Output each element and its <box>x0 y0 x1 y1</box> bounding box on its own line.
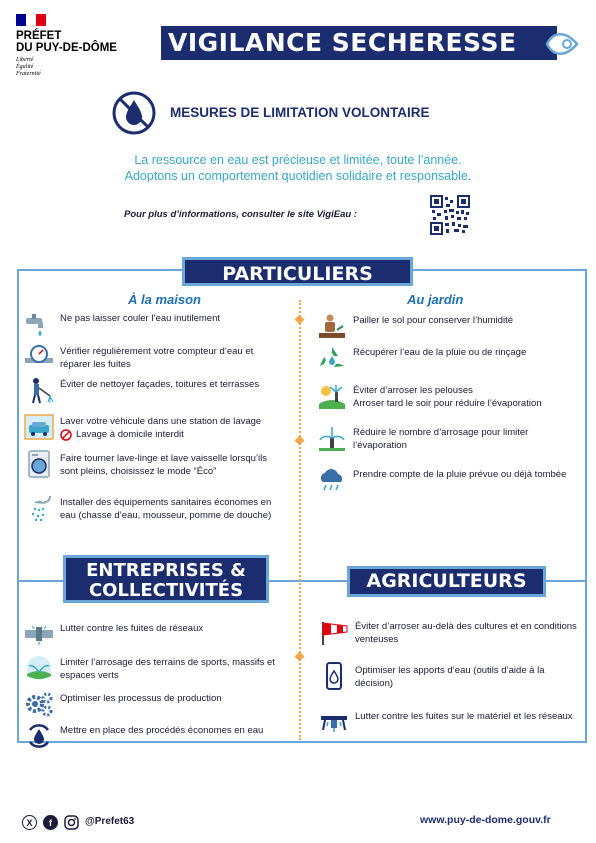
list-item <box>24 376 296 404</box>
page-title: VIGILANCE SECHERESSE <box>168 28 517 57</box>
faucet-icon <box>24 310 54 338</box>
list-item <box>24 343 286 371</box>
entreprises-title-line-2: COLLECTIVITÉS <box>88 580 244 601</box>
french-flag-logo <box>16 14 46 26</box>
item-text: Faire tourner lave-linge et lave vaisselle lorsqu’ils sont pleins, choisissez le mode “Éco” <box>60 453 267 477</box>
no-water-icon <box>111 90 157 136</box>
shower-icon <box>24 494 54 522</box>
republic-motto <box>16 57 41 78</box>
item-text-main: Laver votre véhicule dans une station de lavage <box>60 416 262 427</box>
item-text: Réduire le nombre d’arrosage pour limiter l’évaporation <box>353 427 529 451</box>
list-item <box>24 654 286 682</box>
water-cycle-icon <box>24 722 54 750</box>
item-text: Récupérer l’eau de la pluie ou de rinçage <box>353 347 527 358</box>
windsock-icon <box>319 618 349 646</box>
item-subtext-line <box>60 428 261 441</box>
washing-machine-icon <box>24 450 54 478</box>
qr-code-icon[interactable] <box>430 195 470 235</box>
sports-field-sprinkler-icon <box>24 654 54 682</box>
water-meter-icon <box>24 343 54 371</box>
gears-icon <box>24 690 54 718</box>
item-text: Pailler le sol pour conserver l’humidité <box>353 315 513 326</box>
rain-cloud-icon <box>317 466 347 494</box>
entreprises-title-line-1: ENTREPRISES & <box>86 560 246 581</box>
list-item <box>317 466 579 494</box>
item-text: Optimiser les processus de production <box>60 693 222 704</box>
sprinkler-icon <box>317 424 347 452</box>
item-subtext: Lavage à domicile interdit <box>76 429 184 440</box>
x-glyph: X <box>26 817 33 828</box>
list-item <box>317 382 587 410</box>
item-text: Lutter contre les fuites sur le matériel et les réseaux <box>355 711 573 722</box>
item-text: Optimiser les apports d’eau (outils d’aide à la décision) <box>355 665 545 689</box>
list-item <box>24 450 286 478</box>
list-item <box>24 722 296 750</box>
irrigation-pivot-icon <box>319 708 349 736</box>
instagram-icon[interactable] <box>64 815 79 830</box>
item-text <box>60 413 261 441</box>
item-text <box>353 382 542 410</box>
intro-line-1: La ressource en eau est précieuse et limitée, toute l’année. <box>134 153 462 167</box>
water-drop-icon <box>543 24 579 62</box>
item-text-main: Éviter d’arroser les pelouses <box>353 385 473 396</box>
column-heading-maison: À la maison <box>128 292 201 307</box>
item-text: Installer des équipements sanitaires économes en eau (chasse d’eau, mousseur, pomme de douche) <box>60 497 272 521</box>
item-text: Éviter d’arroser au-delà des cultures et en conditions venteuses <box>355 621 577 645</box>
motto-liberte: Liberté <box>16 57 34 63</box>
intro-text <box>60 152 536 184</box>
column-divider <box>299 300 301 740</box>
list-item <box>24 310 286 338</box>
sprinkler-lawn-icon <box>317 382 347 410</box>
item-text-second: Arroser tard le soir pour réduire l’évaporation <box>353 398 542 409</box>
motto-fraternite: Fraternité <box>16 71 41 77</box>
item-text: Mettre en place des procédés économes en eau <box>60 725 264 736</box>
list-item <box>319 662 581 690</box>
list-item <box>24 690 286 718</box>
section-particuliers-title: PARTICULIERS <box>182 257 413 286</box>
item-text: Vérifier régulièrement votre compteur d’eau et réparer les fuites <box>60 346 254 370</box>
item-text: Prendre compte de la pluie prévue ou déjà tombée <box>353 469 567 480</box>
section-agriculteurs-title: AGRICULTEURS <box>347 566 546 597</box>
list-item <box>319 708 581 736</box>
social-handle[interactable]: @Prefet63 <box>85 816 135 827</box>
pressure-washer-icon <box>24 376 54 404</box>
list-item <box>317 312 579 340</box>
subtitle: MESURES DE LIMITATION VOLONTAIRE <box>170 105 430 120</box>
item-text: Limiter l’arrosage des terrains de sports, massifs et espaces verts <box>60 657 275 681</box>
list-item <box>319 618 581 646</box>
list-item <box>24 494 286 522</box>
facebook-glyph: f <box>49 817 52 828</box>
prohibited-icon <box>60 429 72 441</box>
x-icon[interactable] <box>22 815 37 830</box>
section-entreprises-title <box>63 555 269 603</box>
website-link[interactable]: www.puy-de-dome.gouv.fr <box>420 814 551 826</box>
list-item <box>317 424 579 452</box>
intro-line-2: Adoptons un comportement quotidien solidaire et responsable. <box>124 169 472 183</box>
pipe-leak-icon <box>24 620 54 648</box>
item-text: Ne pas laisser couler l’eau inutilement <box>60 313 220 324</box>
column-heading-jardin: Au jardin <box>407 292 464 307</box>
item-text: Lutter contre les fuites de réseaux <box>60 623 204 634</box>
facebook-icon[interactable] <box>43 815 58 830</box>
motto-egalite: Égalité <box>16 64 34 70</box>
smartphone-drop-icon <box>319 662 349 690</box>
list-item <box>24 620 286 648</box>
gardener-icon <box>317 312 347 340</box>
list-item <box>24 413 296 441</box>
info-text: Pour plus d’informations, consulter le site VigiEau : <box>124 209 357 220</box>
car-wash-icon <box>24 413 54 441</box>
list-item <box>317 344 579 372</box>
prefet-line-2: DU PUY-DE-DÔME <box>16 42 117 54</box>
recycle-water-icon <box>317 344 347 372</box>
prefet-line-1: PRÉFET <box>16 30 62 42</box>
prefecture-name <box>16 30 117 54</box>
item-text: Éviter de nettoyer façades, toitures et terrasses <box>60 379 260 390</box>
